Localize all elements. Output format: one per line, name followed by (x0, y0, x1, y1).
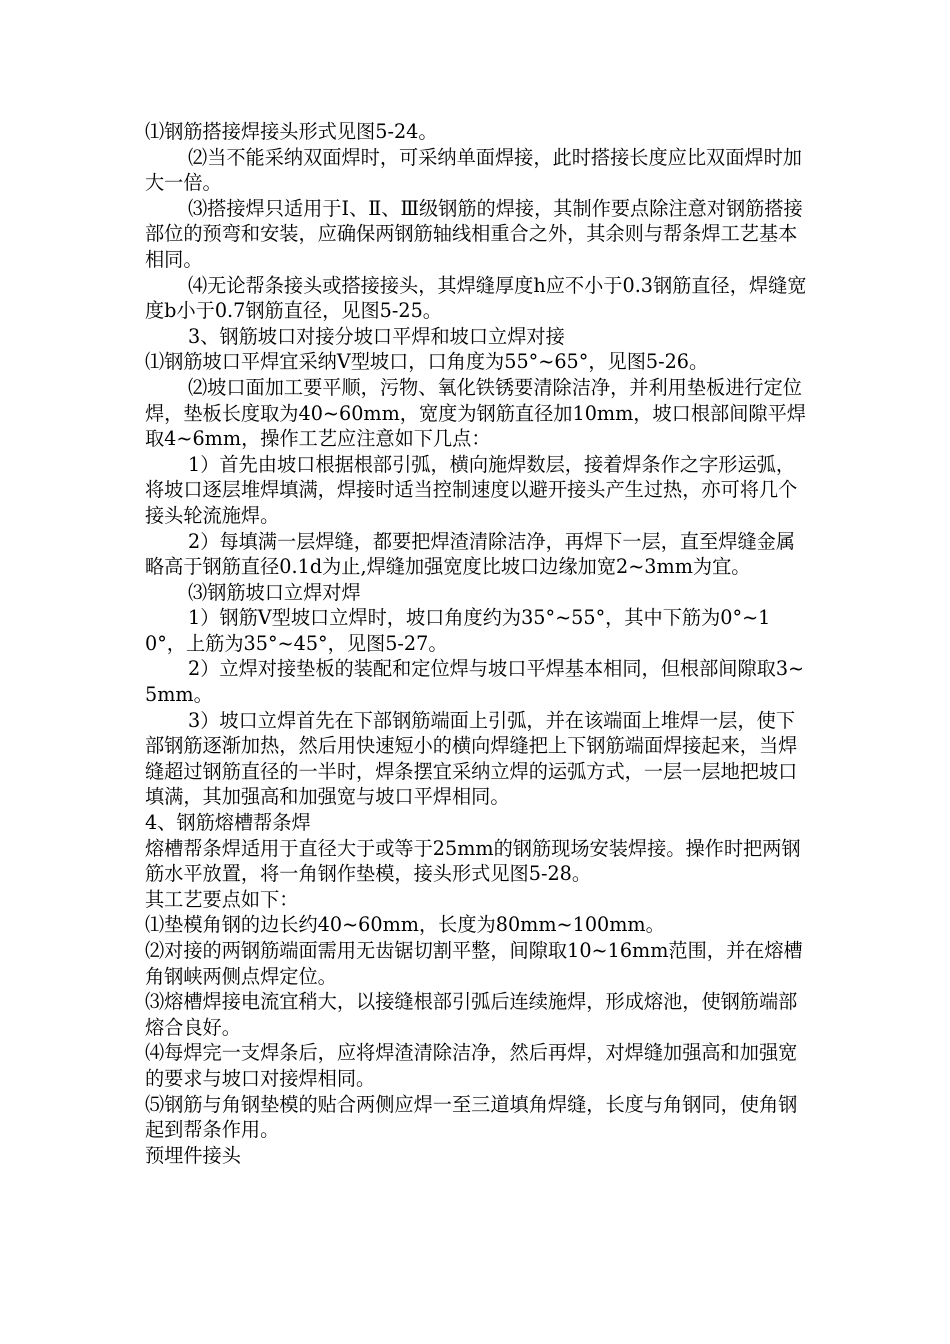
paragraph-13: 3）坡口立焊首先在下部钢筋端面上引弧，并在该端面上堆焊一层，使下部钢筋逐渐加热，然后用快速短小的横向焊缝把上下钢筋端面焊接起来，当焊缝超过钢筋直径的一半时，焊条摆宜采纳立焊的运弧方式，一层一层地把坡口填满，其加强高和加强宽与坡口平焊相同。 (145, 708, 798, 809)
paragraph-19: ⑶熔槽焊接电流宜稍大，以接缝根部引弧后连续施焊，形成熔池，使钢筋端部熔合良好。 (145, 990, 798, 1039)
section-heading-embedded: 预埋件接头 (145, 1143, 241, 1167)
paragraph-20: ⑷每焊完一支焊条后，应将焊渣清除洁净，然后再焊，对焊缝加强高和加强宽的要求与坡口对接焊相同。 (145, 1041, 798, 1090)
paragraph-10: ⑶钢筋坡口立焊对焊 (188, 580, 361, 604)
paragraph-4: ⑷无论帮条接头或搭接接头，其焊缝厚度h应不小于0.3钢筋直径，焊缝宽度b小于0.7钢筋直径，见图5-25。 (145, 273, 807, 323)
paragraph-7: ⑵坡口面加工要平顺，污物、氧化铁锈要清除洁净，并利用垫板进行定位焊，垫板长度取为40~60mm，宽度为钢筋直径加10mm，坡口根部间隙平焊取4~6mm，操作工艺应注意如下几点： (145, 375, 806, 451)
paragraph-2: ⑵当不能采纳双面焊时，可采纳单面焊接，此时搭接长度应比双面焊时加大一倍。 (145, 145, 802, 195)
paragraph-6: ⑴钢筋坡口平焊宜采纳V型坡口，口角度为55°~65°，见图5-26。 (145, 350, 709, 374)
paragraph-12: 2）立焊对接垫板的装配和定位焊与坡口平焊基本相同，但根部间隙取3~5mm。 (145, 657, 805, 707)
paragraph-11: 1）钢筋V型坡口立焊时，坡口角度约为35°~55°，其中下筋为0°~10°，上筋为35°~45°，见图5-27。 (145, 606, 771, 655)
paragraph-3: ⑶搭接焊只适用于Ⅰ、Ⅱ、Ⅲ级钢筋的焊接，其制作要点除注意对钢筋搭接部位的预弯和安装，应确保两钢筋轴线相重合之外，其余则与帮条焊工艺基本相同。 (145, 196, 803, 271)
paragraph-17: ⑴垫模角钢的边长约40~60mm，长度为80mm~100mm。 (145, 913, 665, 937)
paragraph-9: 2）每填满一层焊缝，都要把焊渣清除洁净，再焊下一层，直至焊缝金属略高于钢筋直径0.1d为止,焊缝加强宽度比坡口边缘加宽2~3mm为宜。 (145, 529, 796, 579)
paragraph-21: ⑸钢筋与角钢垫模的贴合两侧应焊一至三道填角焊缝，长度与角钢同，使角钢起到帮条作用。 (145, 1092, 798, 1142)
paragraph-1: ⑴钢筋搭接焊接头形式见图5-24。 (145, 120, 438, 143)
document-body (145, 119, 810, 1168)
paragraph-16: 其工艺要点如下： (145, 887, 299, 911)
section-heading-3: 3、钢筋坡口对接分坡口平焊和坡口立焊对接 (188, 324, 565, 348)
section-heading-4: 4、钢筋熔槽帮条焊 (145, 811, 311, 835)
paragraph-8: 1）首先由坡口根据根部引弧，横向施焊数层，接着焊条作之字形运弧，将坡口逐层堆焊填满，焊接时适当控制速度以避开接头产生过热，亦可将几个接头轮流施焊。 (145, 452, 798, 527)
paragraph-18: ⑵对接的两钢筋端面需用无齿锯切割平整，间隙取10~16mm范围，并在熔槽角钢峡两侧点焊定位。 (145, 939, 803, 988)
paragraph-15: 熔槽帮条焊适用于直径大于或等于25mm的钢筋现场安装焊接。操作时把两钢筋水平放置，将一角钢作垫模，接头形式见图5-28。 (145, 836, 801, 886)
